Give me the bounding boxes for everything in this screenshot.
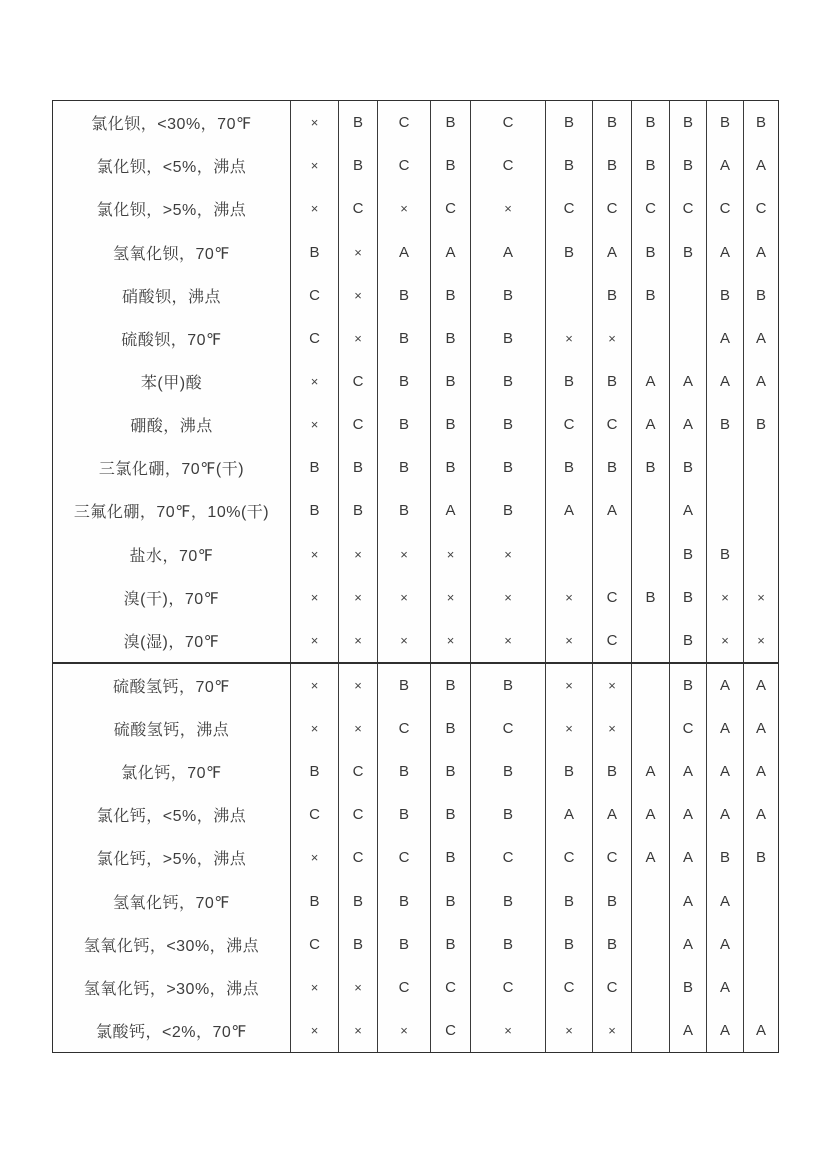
table-row	[53, 880, 778, 923]
rating-cell: B	[378, 489, 431, 532]
rating-cell: ×	[339, 664, 378, 707]
rating-cell: B	[707, 101, 744, 144]
rating-cell: ×	[291, 664, 339, 707]
table-row	[53, 750, 778, 793]
rating-cell: ×	[339, 707, 378, 750]
rating-cell: B	[670, 144, 707, 187]
rating-cell: ×	[339, 619, 378, 662]
rating-cell: B	[546, 923, 593, 966]
rating-cell: B	[339, 446, 378, 489]
rating-cell: B	[632, 144, 670, 187]
rating-cell: B	[471, 880, 546, 923]
rating-cell: B	[593, 274, 632, 317]
rating-cell: B	[378, 446, 431, 489]
table-row	[53, 793, 778, 836]
rating-cell: ×	[378, 1009, 431, 1052]
table-row	[53, 230, 778, 273]
rating-cell: B	[431, 664, 471, 707]
rating-cell: ×	[291, 533, 339, 576]
rating-cell: B	[546, 750, 593, 793]
rating-cell: C	[291, 793, 339, 836]
rating-cell	[632, 707, 670, 750]
rating-cell: A	[670, 923, 707, 966]
rating-cell: C	[339, 793, 378, 836]
rating-cell: A	[670, 403, 707, 446]
rating-cell: B	[471, 750, 546, 793]
rating-cell: ×	[291, 187, 339, 230]
rating-cell: A	[670, 793, 707, 836]
rating-cell: ×	[471, 1009, 546, 1052]
rating-cell: B	[632, 274, 670, 317]
rating-cell: B	[378, 923, 431, 966]
rating-cell	[546, 274, 593, 317]
rating-cell: A	[546, 793, 593, 836]
rating-cell: B	[471, 403, 546, 446]
rating-cell: B	[431, 317, 471, 360]
rating-cell: ×	[431, 533, 471, 576]
rating-cell: C	[546, 966, 593, 1009]
rating-cell: A	[593, 230, 632, 273]
rating-cell: A	[670, 750, 707, 793]
rating-cell: A	[707, 144, 744, 187]
rating-cell: B	[378, 880, 431, 923]
rating-cell: C	[670, 707, 707, 750]
chemical-name: 盐水，70℉	[53, 533, 291, 576]
table-row	[53, 533, 778, 576]
rating-cell: B	[546, 144, 593, 187]
rating-cell: B	[546, 880, 593, 923]
rating-cell: B	[593, 880, 632, 923]
table-row	[53, 619, 778, 662]
rating-cell: B	[593, 446, 632, 489]
rating-cell: A	[632, 750, 670, 793]
rating-cell: A	[632, 403, 670, 446]
rating-cell	[744, 966, 778, 1009]
rating-cell: ×	[471, 619, 546, 662]
rating-cell: C	[378, 144, 431, 187]
table-row	[53, 101, 778, 144]
rating-cell: A	[670, 836, 707, 879]
rating-cell: C	[339, 750, 378, 793]
rating-cell: ×	[593, 1009, 632, 1052]
rating-cell: A	[707, 230, 744, 273]
rating-cell: C	[339, 836, 378, 879]
rating-cell	[744, 489, 778, 532]
rating-cell: C	[670, 187, 707, 230]
rating-cell: ×	[757, 589, 765, 605]
rating-cell: ×	[546, 619, 593, 662]
rating-cell: A	[670, 1009, 707, 1052]
rating-cell: A	[670, 489, 707, 532]
rating-cell: B	[471, 664, 546, 707]
rating-cell: ×	[339, 533, 378, 576]
rating-cell: B	[707, 274, 744, 317]
rating-cell: B	[670, 664, 707, 707]
rating-cell: ×	[339, 576, 378, 619]
rating-cell: ×	[291, 101, 339, 144]
rating-cell: B	[707, 836, 744, 879]
rating-cell: C	[471, 836, 546, 879]
table-row	[53, 144, 778, 187]
rating-cell	[632, 880, 670, 923]
rating-cell: C	[471, 144, 546, 187]
chemical-name: 硫酸氢钙，沸点	[53, 707, 291, 750]
rating-cell: A	[632, 836, 670, 879]
rating-cell: C	[546, 836, 593, 879]
rating-cell: B	[431, 836, 471, 879]
rating-cell: A	[755, 373, 766, 391]
chemical-name: 溴(湿)，70℉	[53, 619, 291, 662]
table-section-2	[52, 663, 779, 1053]
rating-cell: B	[593, 144, 632, 187]
rating-cell: C	[378, 101, 431, 144]
rating-cell	[632, 664, 670, 707]
rating-cell: B	[291, 446, 339, 489]
rating-cell: A	[755, 329, 766, 347]
table-row	[53, 923, 778, 966]
rating-cell: B	[378, 793, 431, 836]
rating-cell: B	[431, 274, 471, 317]
rating-cell: ×	[339, 1009, 378, 1052]
rating-cell: B	[471, 489, 546, 532]
chemical-name: 氯化钡，<5%，沸点	[53, 144, 291, 187]
rating-cell: C	[755, 200, 767, 218]
rating-cell: C	[378, 836, 431, 879]
rating-cell: ×	[291, 360, 339, 403]
rating-cell	[632, 966, 670, 1009]
rating-cell: B	[670, 966, 707, 1009]
rating-cell: A	[471, 230, 546, 273]
rating-cell: C	[632, 187, 670, 230]
rating-cell: B	[670, 446, 707, 489]
chemical-name: 氯化钡，>5%，沸点	[53, 187, 291, 230]
rating-cell: B	[670, 230, 707, 273]
rating-cell: ×	[593, 707, 632, 750]
table-row	[53, 576, 778, 619]
rating-cell: ×	[593, 664, 632, 707]
rating-cell	[632, 533, 670, 576]
rating-cell: C	[593, 187, 632, 230]
rating-cell: ×	[291, 707, 339, 750]
rating-cell: C	[593, 403, 632, 446]
rating-cell: B	[291, 489, 339, 532]
rating-cell: B	[378, 274, 431, 317]
rating-cell: C	[431, 187, 471, 230]
rating-cell: ×	[546, 664, 593, 707]
rating-cell: A	[707, 923, 744, 966]
rating-cell: ×	[707, 576, 744, 619]
rating-cell: ×	[378, 576, 431, 619]
rating-cell: B	[378, 664, 431, 707]
rating-cell: A	[378, 230, 431, 273]
table-row	[53, 1009, 778, 1052]
rating-cell: ×	[546, 707, 593, 750]
chemical-name: 三氟化硼，70℉，10%(干)	[53, 489, 291, 532]
rating-cell: B	[755, 286, 766, 304]
rating-cell: A	[707, 880, 744, 923]
rating-cell: ×	[378, 187, 431, 230]
rating-cell: B	[670, 101, 707, 144]
rating-cell: B	[431, 446, 471, 489]
table-row	[53, 274, 778, 317]
rating-cell	[707, 489, 744, 532]
rating-cell: B	[471, 793, 546, 836]
rating-cell: B	[378, 317, 431, 360]
rating-cell: C	[593, 966, 632, 1009]
table-section-1	[52, 100, 779, 663]
rating-cell	[593, 533, 632, 576]
rating-cell: B	[431, 750, 471, 793]
table-row	[53, 403, 778, 446]
rating-cell: A	[632, 360, 670, 403]
rating-cell: ×	[339, 274, 378, 317]
rating-cell: B	[378, 750, 431, 793]
chemical-name: 氢氧化钙，>30%，沸点	[53, 966, 291, 1009]
rating-cell: ×	[757, 632, 765, 648]
rating-cell	[744, 923, 778, 966]
rating-cell: B	[339, 880, 378, 923]
rating-cell: C	[378, 966, 431, 1009]
rating-cell: B	[431, 707, 471, 750]
rating-cell: B	[755, 114, 766, 132]
rating-cell: ×	[291, 836, 339, 879]
rating-cell: B	[378, 360, 431, 403]
rating-cell: C	[471, 101, 546, 144]
rating-cell: A	[755, 157, 766, 175]
rating-cell: B	[707, 403, 744, 446]
rating-cell: B	[291, 750, 339, 793]
table-row	[53, 966, 778, 1009]
rating-cell: B	[431, 144, 471, 187]
rating-cell: A	[670, 360, 707, 403]
chemical-name: 硼酸，沸点	[53, 403, 291, 446]
rating-cell: ×	[291, 619, 339, 662]
rating-cell: A	[546, 489, 593, 532]
rating-cell: B	[632, 230, 670, 273]
rating-cell: B	[546, 360, 593, 403]
rating-cell: ×	[291, 403, 339, 446]
rating-cell: B	[431, 101, 471, 144]
chemical-name: 三氯化硼，70℉(干)	[53, 446, 291, 489]
rating-cell: B	[431, 360, 471, 403]
compat-table	[52, 100, 779, 1053]
rating-cell: A	[707, 1009, 744, 1052]
rating-cell: B	[378, 403, 431, 446]
chemical-name: 氢氧化钡，70℉	[53, 230, 291, 273]
rating-cell: A	[707, 664, 744, 707]
rating-cell: B	[593, 101, 632, 144]
chemical-name: 硫酸氢钙，70℉	[53, 664, 291, 707]
rating-cell: A	[707, 966, 744, 1009]
rating-cell: B	[632, 446, 670, 489]
rating-cell: B	[471, 360, 546, 403]
rating-cell: B	[291, 230, 339, 273]
rating-cell	[670, 274, 707, 317]
rating-cell: A	[707, 750, 744, 793]
rating-cell: A	[670, 880, 707, 923]
rating-cell	[744, 533, 778, 576]
rating-cell: C	[291, 274, 339, 317]
rating-cell: B	[471, 317, 546, 360]
rating-cell: ×	[291, 966, 339, 1009]
rating-cell: A	[707, 793, 744, 836]
table-row	[53, 664, 778, 707]
rating-cell: A	[755, 720, 766, 738]
rating-cell: ×	[339, 966, 378, 1009]
rating-cell: ×	[471, 533, 546, 576]
rating-cell: ×	[339, 230, 378, 273]
rating-cell: B	[431, 923, 471, 966]
rating-cell: ×	[707, 619, 744, 662]
rating-cell: ×	[291, 1009, 339, 1052]
rating-cell: A	[632, 793, 670, 836]
rating-cell: B	[471, 446, 546, 489]
rating-cell: A	[755, 677, 766, 695]
chemical-name: 溴(干)，70℉	[53, 576, 291, 619]
table-row	[53, 446, 778, 489]
rating-cell: ×	[546, 1009, 593, 1052]
rating-cell: C	[593, 836, 632, 879]
rating-cell: B	[546, 230, 593, 273]
rating-cell: A	[707, 707, 744, 750]
rating-cell: B	[339, 144, 378, 187]
rating-cell: A	[593, 793, 632, 836]
rating-cell	[632, 1009, 670, 1052]
table-row	[53, 317, 778, 360]
chemical-name: 氯化钙，<5%，沸点	[53, 793, 291, 836]
table-row	[53, 707, 778, 750]
rating-cell: B	[593, 750, 632, 793]
rating-cell: C	[339, 403, 378, 446]
table-row	[53, 360, 778, 403]
rating-cell: B	[755, 416, 766, 434]
rating-cell: ×	[291, 144, 339, 187]
rating-cell: B	[670, 619, 707, 662]
rating-cell: C	[593, 576, 632, 619]
rating-cell: C	[546, 403, 593, 446]
rating-cell: ×	[546, 317, 593, 360]
chemical-name: 氢氧化钙，<30%，沸点	[53, 923, 291, 966]
rating-cell: C	[291, 923, 339, 966]
rating-cell: B	[471, 274, 546, 317]
rating-cell: B	[546, 446, 593, 489]
rating-cell	[632, 317, 670, 360]
rating-cell: A	[755, 1021, 766, 1039]
rating-cell: B	[632, 101, 670, 144]
rating-cell: ×	[431, 576, 471, 619]
rating-cell: C	[339, 360, 378, 403]
chemical-name: 氯化钙，70℉	[53, 750, 291, 793]
chemical-name: 苯(甲)酸	[53, 360, 291, 403]
rating-cell: B	[339, 489, 378, 532]
rating-cell: B	[632, 576, 670, 619]
rating-cell: ×	[378, 619, 431, 662]
rating-cell: ×	[593, 317, 632, 360]
rating-cell: ×	[471, 576, 546, 619]
rating-cell: B	[707, 533, 744, 576]
rating-cell: ×	[291, 576, 339, 619]
rating-cell: ×	[431, 619, 471, 662]
rating-cell: B	[431, 403, 471, 446]
rating-cell: A	[755, 243, 766, 261]
chemical-name: 氯化钡，<30%，70℉	[53, 101, 291, 144]
rating-cell	[744, 446, 778, 489]
rating-cell: C	[291, 317, 339, 360]
rating-cell: C	[471, 707, 546, 750]
rating-cell: C	[431, 1009, 471, 1052]
rating-cell: B	[670, 576, 707, 619]
rating-cell: ×	[546, 576, 593, 619]
rating-cell: ×	[378, 533, 431, 576]
rating-cell: C	[339, 187, 378, 230]
rating-cell: C	[431, 966, 471, 1009]
rating-cell: B	[291, 880, 339, 923]
table-row	[53, 489, 778, 532]
rating-cell	[670, 317, 707, 360]
rating-cell: C	[378, 707, 431, 750]
rating-cell: B	[546, 101, 593, 144]
rating-cell: C	[471, 966, 546, 1009]
chemical-name: 氯酸钙，<2%，70℉	[53, 1009, 291, 1052]
rating-cell: B	[339, 101, 378, 144]
rating-cell: A	[707, 317, 744, 360]
rating-cell: B	[431, 793, 471, 836]
rating-cell: B	[755, 849, 766, 867]
chemical-name: 氢氧化钙，70℉	[53, 880, 291, 923]
table-row	[53, 187, 778, 230]
rating-cell: B	[593, 923, 632, 966]
rating-cell: A	[593, 489, 632, 532]
rating-cell	[632, 619, 670, 662]
rating-cell: B	[431, 880, 471, 923]
chemical-name: 硝酸钡，沸点	[53, 274, 291, 317]
chemical-name: 氯化钙，>5%，沸点	[53, 836, 291, 879]
rating-cell: C	[546, 187, 593, 230]
rating-cell: B	[339, 923, 378, 966]
rating-cell: A	[431, 230, 471, 273]
rating-cell: B	[471, 923, 546, 966]
rating-cell	[632, 923, 670, 966]
rating-cell: B	[593, 360, 632, 403]
rating-cell: C	[593, 619, 632, 662]
rating-cell: A	[707, 360, 744, 403]
rating-cell	[744, 880, 778, 923]
rating-cell	[632, 489, 670, 532]
rating-cell: ×	[339, 317, 378, 360]
rating-cell: ×	[471, 187, 546, 230]
rating-cell: B	[670, 533, 707, 576]
table-row	[53, 836, 778, 879]
rating-cell	[707, 446, 744, 489]
rating-cell: C	[707, 187, 744, 230]
rating-cell: A	[755, 806, 766, 824]
rating-cell: A	[431, 489, 471, 532]
rating-cell	[546, 533, 593, 576]
chemical-name: 硫酸钡，70℉	[53, 317, 291, 360]
rating-cell: A	[755, 763, 766, 781]
